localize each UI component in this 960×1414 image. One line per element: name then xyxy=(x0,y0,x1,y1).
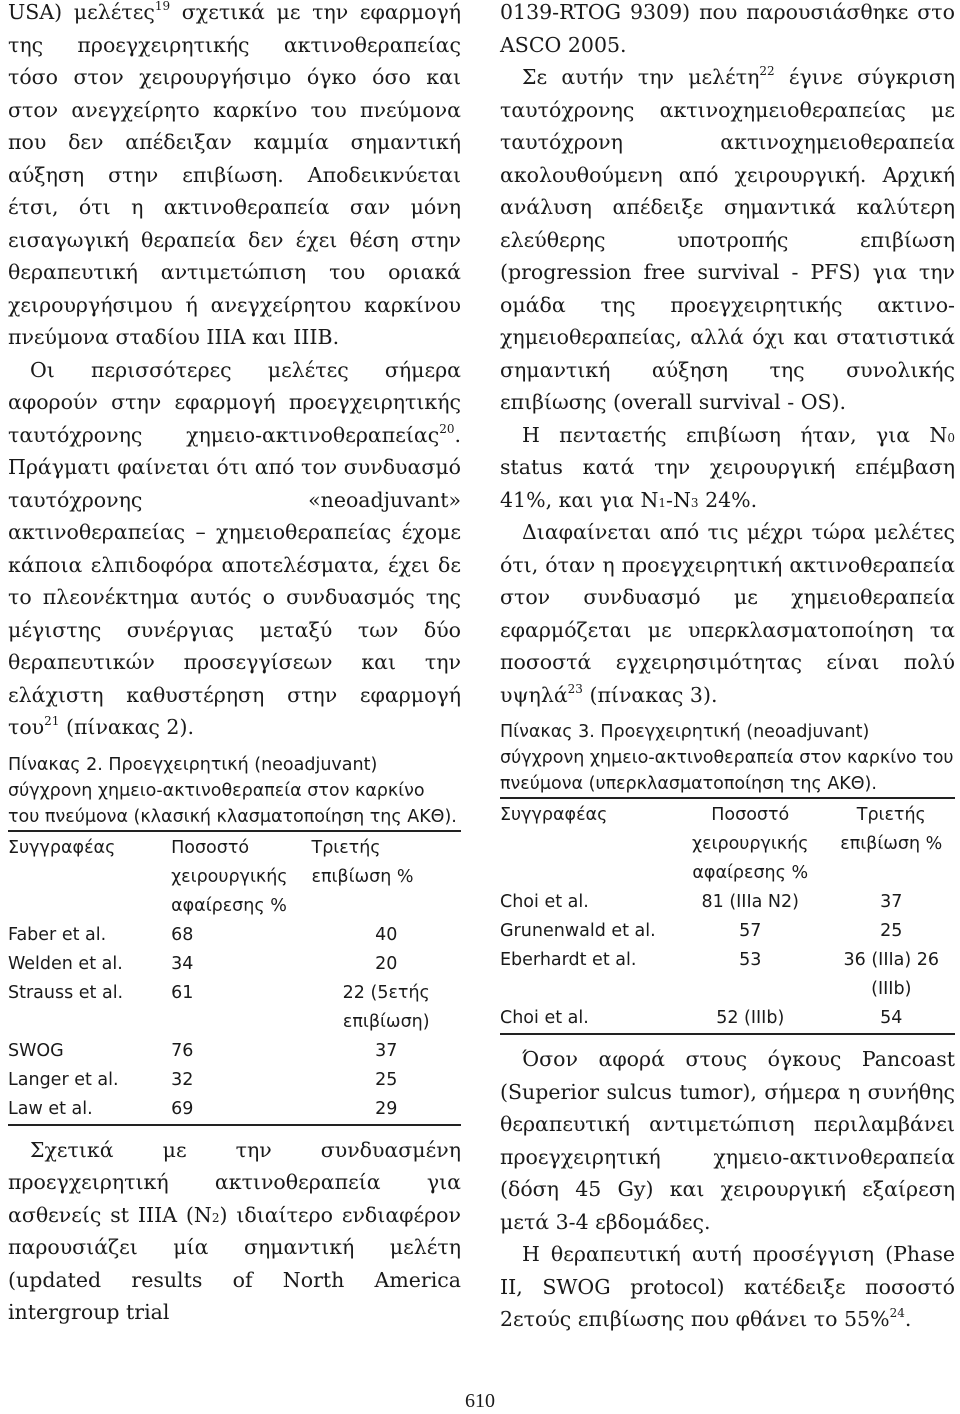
subscript: 2 xyxy=(211,1210,220,1225)
page-number: 610 xyxy=(465,1390,495,1412)
footnote-ref: 19 xyxy=(154,0,171,14)
column-header: Τριετής επιβίωση % xyxy=(840,805,943,854)
table-header-row xyxy=(500,799,955,888)
table-caption: Πίνακας 3. Προεγχειρητική (neoadjuvant) σύγχρονη χημειο-ακτινοθεραπεία στον καρκίνο του πνεύμονα (υπερκλασματοποίηση της ΑΚΘ). xyxy=(500,722,954,794)
table-row: Strauss et al. 61 22 (5ετής επιβίωση) xyxy=(8,982,430,1032)
table-row: Welden et al. 34 20 xyxy=(8,953,398,974)
paragraph: Η πενταετής επιβίωση ήταν, για Ν0 status κατά την χειρουργική επέμβαση 41%, και για Ν1-Ν3 24%. xyxy=(500,422,955,512)
paragraph: 0139-RTOG 9309) που παρουσιάσθηκε στο ASCO 2005. xyxy=(500,0,955,57)
table-caption: Πίνακας 2. Προεγχειρητική (neoadjuvant) σύγχρονη χημειο-ακτινοθεραπεία στον καρκίνο του πνεύμονα (κλασική κλασματοποίηση της ΑΚΘ). xyxy=(8,754,457,827)
table-row: Faber et al. 68 40 xyxy=(8,924,398,945)
table-3 xyxy=(500,799,955,1033)
table-row: Choi et al. 81 (ΙΙΙa N2) 37 xyxy=(500,892,903,912)
left-column xyxy=(8,0,461,1329)
table-row: Eberhardt et al. 53 36 (ΙΙΙa) 26 (ΙΙΙb) xyxy=(500,950,940,999)
footnote-ref: 21 xyxy=(44,714,60,729)
column-header: Τριετής επιβίωση % xyxy=(311,837,414,887)
right-column xyxy=(500,0,955,1336)
subscript: 1 xyxy=(658,495,667,510)
paragraph: Σε αυτήν την μελέτη$^{22}$ έγινε σύγκριση ταυτόχρονης ακτινοχημειοθεραπείας με ταυτόχρονη ακτινοχημειοθεραπεία ακολουθούμενη από χειρουργική. Αρχική ανάλυση απέδειξε σημαντικά καλύτερη ελεύθερης υποτροπής επιβίωση (progression free survival - PFS) για την ομάδα της προεγχειρητικής ακτινο-χημειοθεραπείας, αλλά όχι και στατιστικά σημαντική αύξηση της συνολικής επιβίωσης (overall survival - OS). xyxy=(500,64,955,414)
paragraph: USA) μελέτες$^{19}$ σχετικά με την εφαρμογή της προεγχειρητικής ακτινοθεραπείας τόσο στον χειρουργήσιμο όγκο όσο και στον ανεγχείρητο καρκίνο του πνεύμονα που δεν απέδειξαν καμμία σημαντική αύξηση στην επιβίωση. Αποδεικνύεται έτσι, ότι η ακτινοθεραπεία σαν μόνη εισαγωγική θεραπεία δεν έχει θέση στην θεραπευτική αντιμετώπιση του οριακά χειρουργήσιμου ή ανεγχείρητου καρκίνου πνεύμονα σταδίου ΙΙΙΑ και ΙΙΙΒ. xyxy=(8,0,462,349)
table-header-row xyxy=(8,832,461,921)
table-2 xyxy=(8,832,461,1124)
table-row: Langer et al. 32 25 xyxy=(8,1069,398,1090)
table-bottom-rule xyxy=(8,1124,461,1126)
paragraph: Διαφαίνεται από τις μέχρι τώρα μελέτες ότι, όταν η προεγχειρητική ακτινοθεραπεία στον συνδυασμό με χημειοθεραπεία εφαρμόζεται με υπερκλασματοποίηση τα ποσοστά εγχειρησιμότητας είναι πολύ υψηλά$^{23}$ (πίνακας 3). xyxy=(500,520,955,707)
column-header: Συγγραφέας xyxy=(8,837,116,858)
table-row: Choi et al. 52 (ΙΙΙb) 54 xyxy=(500,1008,903,1028)
column-header: Ποσοστό χειρουργικής αφαίρεσης % xyxy=(691,805,809,883)
table-row: Grunenwald et al. 57 25 xyxy=(500,921,903,941)
paragraph: Η θεραπευτική αυτή προσέγγιση (Phase II, SWOG protocol) κατέδειξε ποσοστό 2ετούς επιβίωσης που φθάνει το 55%$^{24}$. xyxy=(500,1242,955,1331)
paragraph: Οι περισσότερες μελέτες σήμερα αφορούν στην εφαρμογή προεγχειρητικής ταυτόχρονης χημειο-ακτινοθεραπείας$^{20}$. Πράγματι φαίνεται ότι από τον συνδυασμό ταυτόχρονης «neoadjuvant» ακτινοθεραπείας – χημειοθεραπείας έχομε κάποια ελπιδοφόρα αποτελέσματα, έχει δε το πλεονέκτημα αυτός ο συνδυασμός της μέγιστης συνέργιας μεταξύ των δύο θεραπευτικών προσεγγίσεων και την ελάχιστη καθυστέρηση στην εφαρμογή του$^{21}$ (πίνακας 2). xyxy=(8,357,461,739)
footnote-ref: 20 xyxy=(439,421,455,436)
subscript: 0 xyxy=(947,430,955,445)
paragraph: Σχετικά με την συνδυασμένη προεγχειρητική ακτινοθεραπεία για ασθενείς st ΙΙΙΑ (Ν2) ιδιαίτερο ενδιαφέρον παρουσιάζει μία σημαντική μελέτη (updated results of North America intergroup trial xyxy=(8,1137,461,1324)
column-header: Ποσοστό χειρουργικής αφαίρεσης % xyxy=(171,837,288,916)
footnote-ref: 22 xyxy=(759,64,775,79)
table-row: SWOG 76 37 xyxy=(8,1040,398,1061)
footnote-ref: 24 xyxy=(889,1306,905,1321)
paragraph: Όσον αφορά στους όγκους Pancoast (Superior sulcus tumor), σήμερα η συνήθης θεραπευτική αντιμετώπιση περιλαμβάνει προεγχειρητική χημειο-ακτινοθεραπεία (δόση 45 Gy) και χειρουργική εξαίρεση μετά 3-4 εβδομάδες. xyxy=(500,1047,955,1234)
subscript: 3 xyxy=(690,495,699,510)
table-row: Law et al. 69 29 xyxy=(8,1098,398,1119)
footnote-ref: 23 xyxy=(567,681,583,696)
table-bottom-rule xyxy=(500,1033,955,1035)
column-header: Συγγραφέας xyxy=(500,805,608,825)
